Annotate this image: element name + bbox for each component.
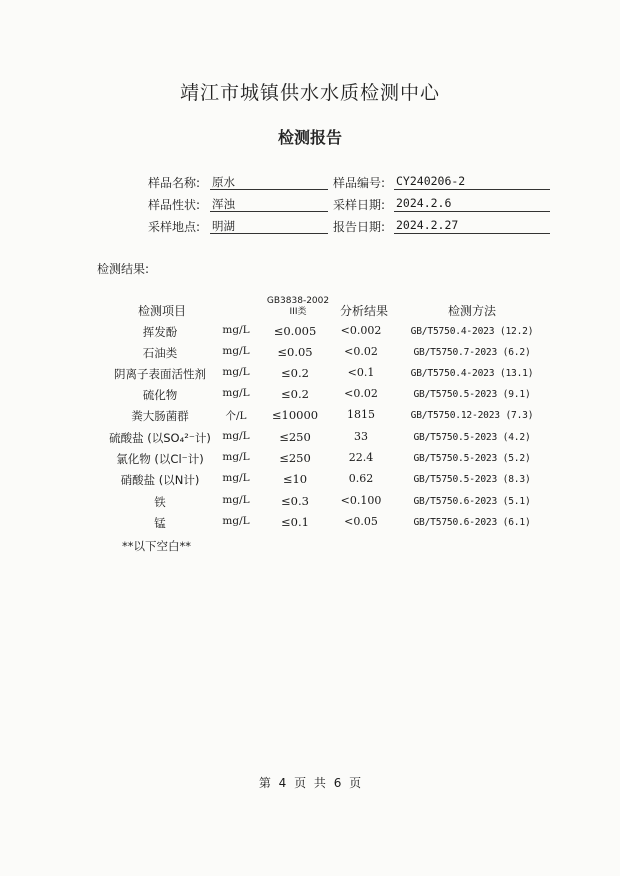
item-method: GB/T5750.5-2023 (4.2) bbox=[413, 432, 531, 443]
item-unit: mg/L bbox=[222, 345, 250, 357]
item-name: 硝酸盐 (以N计) bbox=[120, 473, 200, 487]
item-unit: mg/L bbox=[222, 472, 250, 484]
item-method: GB/T5750.6-2023 (6.1) bbox=[413, 517, 531, 528]
column-header-item: 检测项目 bbox=[137, 304, 186, 318]
item-result: <0.1 bbox=[347, 366, 375, 379]
table-row bbox=[0, 345, 620, 365]
table-row bbox=[0, 515, 620, 535]
item-result: <0.02 bbox=[344, 345, 378, 358]
item-result: 22.4 bbox=[348, 451, 374, 464]
report-title: 检测报告 bbox=[277, 128, 342, 147]
standard-line-2: III类 bbox=[289, 307, 307, 317]
organization-title: 靖江市城镇供水水质检测中心 bbox=[179, 82, 440, 104]
blank-below-note: **以下空白** bbox=[122, 539, 191, 553]
item-method: GB/T5750.6-2023 (5.1) bbox=[413, 496, 531, 507]
item-limit: ≤0.2 bbox=[281, 387, 309, 401]
table-row bbox=[0, 494, 620, 514]
item-unit: mg/L bbox=[222, 387, 250, 399]
item-unit: mg/L bbox=[222, 324, 250, 336]
item-limit: ≤0.1 bbox=[281, 515, 309, 529]
item-name: 硫酸盐 (以SO₄²⁻计) bbox=[109, 431, 211, 445]
item-name: 石油类 bbox=[142, 346, 178, 360]
item-method: GB/T5750.7-2023 (6.2) bbox=[413, 347, 531, 358]
item-name: 阴离子表面活性剂 bbox=[114, 367, 206, 381]
report-date-value: 2024.2.27 bbox=[394, 218, 550, 234]
item-method: GB/T5750.4-2023 (13.1) bbox=[410, 368, 534, 379]
results-section-label: 检测结果: bbox=[97, 262, 150, 276]
sampling-location-label: 采样地点: bbox=[148, 220, 201, 234]
report-date-label: 报告日期: bbox=[333, 220, 386, 234]
sampling-date-label: 采样日期: bbox=[333, 198, 386, 212]
item-name: 铁 bbox=[154, 495, 166, 509]
item-result: <0.100 bbox=[340, 494, 382, 507]
table-row bbox=[0, 430, 620, 450]
item-unit: 个/L bbox=[225, 410, 247, 422]
sample-id-value: CY240206-2 bbox=[394, 174, 550, 190]
sample-id-label: 样品编号: bbox=[333, 176, 386, 190]
item-method: GB/T5750.12-2023 (7.3) bbox=[410, 410, 534, 421]
table-row bbox=[0, 324, 620, 344]
sample-name-label: 样品名称: bbox=[148, 176, 201, 190]
standard-line-1: GB3838-2002 bbox=[266, 296, 330, 306]
item-method: GB/T5750.5-2023 (5.2) bbox=[413, 453, 531, 464]
item-method: GB/T5750.5-2023 (8.3) bbox=[413, 474, 531, 485]
item-result: 0.62 bbox=[348, 472, 374, 485]
column-header-result: 分析结果 bbox=[339, 304, 388, 318]
item-result: 1815 bbox=[347, 408, 375, 421]
item-name: 锰 bbox=[154, 516, 166, 530]
table-row bbox=[0, 366, 620, 386]
item-result: 33 bbox=[354, 430, 368, 443]
item-unit: mg/L bbox=[222, 430, 250, 442]
table-row bbox=[0, 408, 620, 428]
item-limit: ≤0.05 bbox=[277, 345, 313, 359]
table-row bbox=[0, 472, 620, 492]
item-limit: ≤0.2 bbox=[281, 366, 309, 380]
item-method: GB/T5750.4-2023 (12.2) bbox=[410, 326, 534, 337]
item-unit: mg/L bbox=[222, 494, 250, 506]
item-result: <0.05 bbox=[344, 515, 378, 528]
item-unit: mg/L bbox=[222, 451, 250, 463]
item-name: 挥发酚 bbox=[142, 325, 178, 339]
column-header-standard bbox=[258, 296, 338, 318]
item-result: <0.02 bbox=[344, 387, 378, 400]
table-row bbox=[0, 387, 620, 407]
page-number: 第 4 页 共 6 页 bbox=[258, 776, 362, 790]
item-limit: ≤0.3 bbox=[281, 494, 309, 508]
item-result: <0.002 bbox=[340, 324, 382, 337]
item-unit: mg/L bbox=[222, 366, 250, 378]
item-unit: mg/L bbox=[222, 515, 250, 527]
item-limit: ≤10000 bbox=[271, 408, 319, 422]
item-name: 粪大肠菌群 bbox=[131, 409, 189, 423]
sample-state-label: 样品性状: bbox=[148, 198, 201, 212]
item-limit: ≤250 bbox=[279, 451, 311, 465]
column-header-method: 检测方法 bbox=[447, 304, 496, 318]
sampling-location-value: 明湖 bbox=[210, 218, 328, 234]
sample-name-value: 原水 bbox=[210, 174, 328, 190]
item-limit: ≤0.005 bbox=[273, 324, 317, 338]
item-method: GB/T5750.5-2023 (9.1) bbox=[413, 389, 531, 400]
item-limit: ≤250 bbox=[279, 430, 311, 444]
item-limit: ≤10 bbox=[282, 472, 308, 486]
sampling-date-value: 2024.2.6 bbox=[394, 196, 550, 212]
table-row bbox=[0, 451, 620, 471]
item-name: 硫化物 bbox=[142, 388, 178, 402]
sample-state-value: 浑浊 bbox=[210, 196, 328, 212]
item-name: 氯化物 (以Cl⁻计) bbox=[116, 452, 204, 466]
